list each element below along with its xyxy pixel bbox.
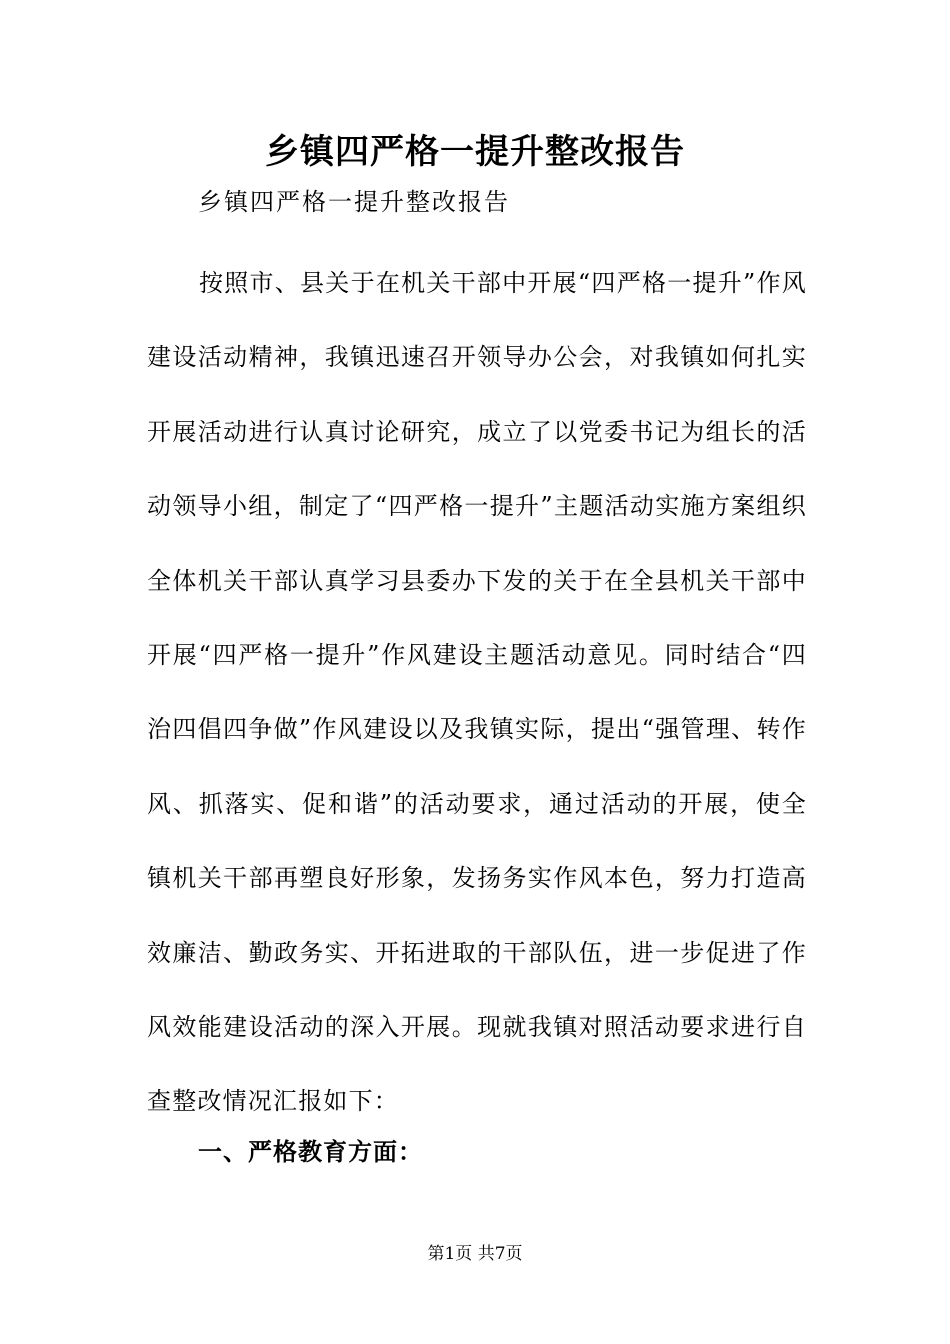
page-footer: 第1页 共7页 — [427, 1244, 523, 1264]
body-paragraph: 按照市、县关于在机关干部中开展“四严格一提升”作风建设活动精神，我镇迅速召开领导办公会，对我镇如何扎实开展活动进行认真讨论研究，成立了以党委书记为组长的活动领导小组，制定了“四严格一提升”主题活动实施方案组织全体机关干部认真学习县委办下发的关于在全县机关干部中开展“四严格一提升”作风建设主题活动意见。同时结合“四治四倡四争做”作风建设以及我镇实际，提出“强管理、转作风、抓落实、促和谐”的活动要求，通过活动的开展，使全镇机关干部再塑良好形象，发扬务实作风本色，努力打造高效廉洁、勤政务实、开拓进取的干部队伍，进一步促进了作风效能建设活动的深入开展。现就我镇对照活动要求进行自查整改情况汇报如下： — [147, 269, 807, 1116]
section-heading: 一、严格教育方面： — [198, 1137, 423, 1166]
document-title: 乡镇四严格一提升整改报告 — [265, 132, 685, 172]
document-subtitle: 乡镇四严格一提升整改报告 — [198, 188, 510, 216]
